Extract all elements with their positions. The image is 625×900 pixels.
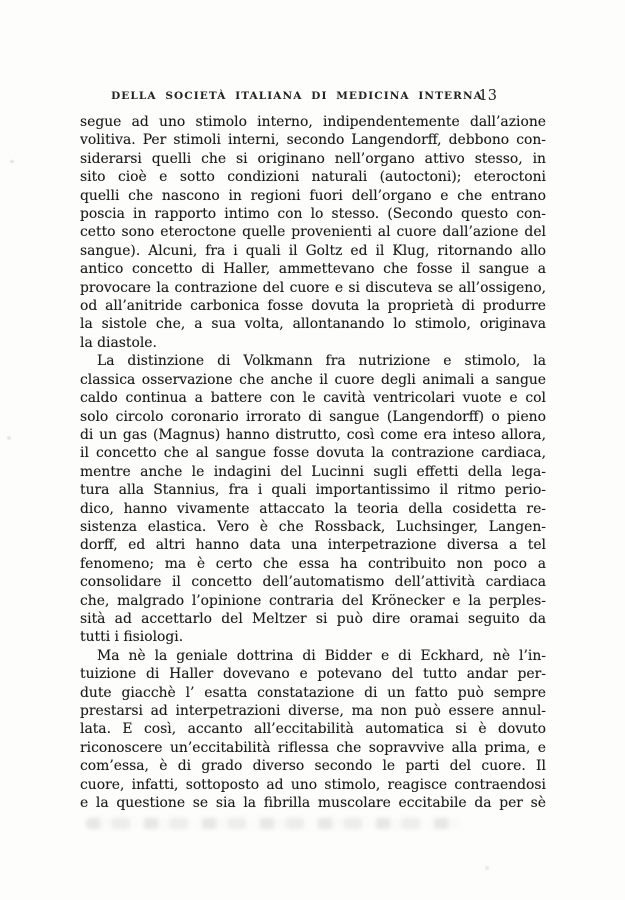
text-line: lata. E così, accanto all’eccitabilità automatica si è dovuto	[80, 721, 546, 738]
text-line: dute giacchè l’ esatta constatazione di un fatto può sempre	[80, 684, 546, 701]
text-line: riconoscere un’eccitabilità riflessa che sopravvive alla prima, e	[80, 739, 546, 756]
text-line: classica osservazione che anche il cuore degli animali a sangue	[80, 371, 546, 388]
text-line: cuore, infatti, sottoposto ad uno stimolo, reagisce contraendosi	[80, 776, 546, 793]
text-line: di un gas (Magnus) hanno distrutto, così come era inteso allora,	[80, 426, 546, 443]
text-line: solo circolo coronario irrorato di sangue (Langendorff) o pieno	[80, 408, 546, 425]
text-line: segue ad uno stimolo interno, indipendentemente dall’azione	[80, 114, 546, 130]
text-line: tuizione di Haller dovevano e potevano del tutto andar per-	[80, 666, 546, 683]
text-line: il concetto che al sangue fosse dovuta la contrazione cardiaca,	[80, 445, 546, 462]
text-line: siderarsi quelli che si originano nell’organo attivo stesso, in	[80, 150, 546, 167]
text-line: dorff, ed altri hanno data una interpetrazione diversa a tel	[80, 537, 546, 554]
text-line: la sistole che, a sua volta, allontanando lo stimolo, originava	[80, 316, 546, 333]
text-line: tura alla Stannius, fra i quali importantissimo il ritmo perio-	[80, 482, 546, 499]
text-line: Ma nè la geniale dottrina di Bidder e di Eckhard, nè l’in-	[97, 647, 546, 664]
text-line: od all’anitride carbonica fosse dovuta la proprietà di produrre	[80, 298, 546, 315]
paragraph-3	[80, 647, 546, 813]
text-line: antico concetto di Haller, ammettevano che fosse il sangue a	[80, 261, 546, 278]
text-line: com’essa, è di grado diverso secondo le parti del cuore. Il	[80, 758, 546, 775]
scan-speck	[7, 436, 11, 440]
running-header-title: DELLA SOCIETÀ ITALIANA DI MEDICINA INTERNA	[111, 90, 483, 102]
text-line: consolidare il concetto dell’automatismo dell’attività cardiaca	[80, 574, 546, 591]
text-line: sito cioè e sotto condizioni naturali (autoctoni); eteroctoni	[80, 169, 546, 186]
text-line: dico, hanno vivamente attaccato la teoria della cosidetta re-	[80, 500, 546, 517]
text-line: cetto sono eteroctone quelle provenienti al cuore dall’azione del	[80, 224, 546, 241]
text-line: sangue). Alcuni, fra i quali il Goltz ed il Klug, ritornando allo	[80, 242, 546, 259]
text-line: tutti i fisiologi.	[80, 629, 184, 646]
paragraph-1	[80, 113, 546, 352]
text-line: fenomeno; ma è certo che essa ha contribuito non poco a	[80, 555, 546, 572]
text-line: La distinzione di Volkmann fra nutrizione e stimolo, la	[97, 353, 546, 370]
page-body	[80, 113, 546, 812]
page-number: 13	[478, 88, 497, 104]
paragraph-2	[80, 352, 546, 647]
text-line: volitiva. Per stimoli interni, secondo Langendorff, debbono con-	[80, 132, 546, 149]
text-line: mentre anche le indagini del Lucinni sugli effetti della lega-	[80, 463, 546, 480]
text-line: che, malgrado l’opinione contraria del Krönecker e la perples-	[80, 592, 546, 609]
text-line: poscia in rapporto intimo con lo stesso. (Secondo questo con-	[80, 206, 546, 223]
text-line: caldo continua a battere con le cavità ventricolari vuote e col	[80, 390, 546, 407]
scan-speck	[485, 866, 489, 870]
text-line: quelli che nascono in regioni fuori dell’organo e che entrano	[80, 187, 546, 204]
text-line: sità ad accettarlo del Meltzer si può dire oramai seguito da	[80, 610, 546, 627]
running-header	[80, 90, 546, 110]
text-line: provocare la contrazione del cuore e si discuteva se all’ossigeno,	[80, 279, 546, 296]
text-line: sistenza elastica. Vero è che Rossback, Luchsinger, Langen-	[80, 518, 546, 535]
text-line: la diastole.	[80, 334, 157, 351]
text-line: e la questione se sia la fibrilla muscolare eccitabile da per sè	[80, 795, 546, 812]
page-bleedthrough-artifact	[86, 818, 460, 829]
scan-speck	[10, 160, 14, 163]
text-line: prestarsi ad interpetrazioni diverse, ma non può essere annul-	[80, 703, 546, 719]
